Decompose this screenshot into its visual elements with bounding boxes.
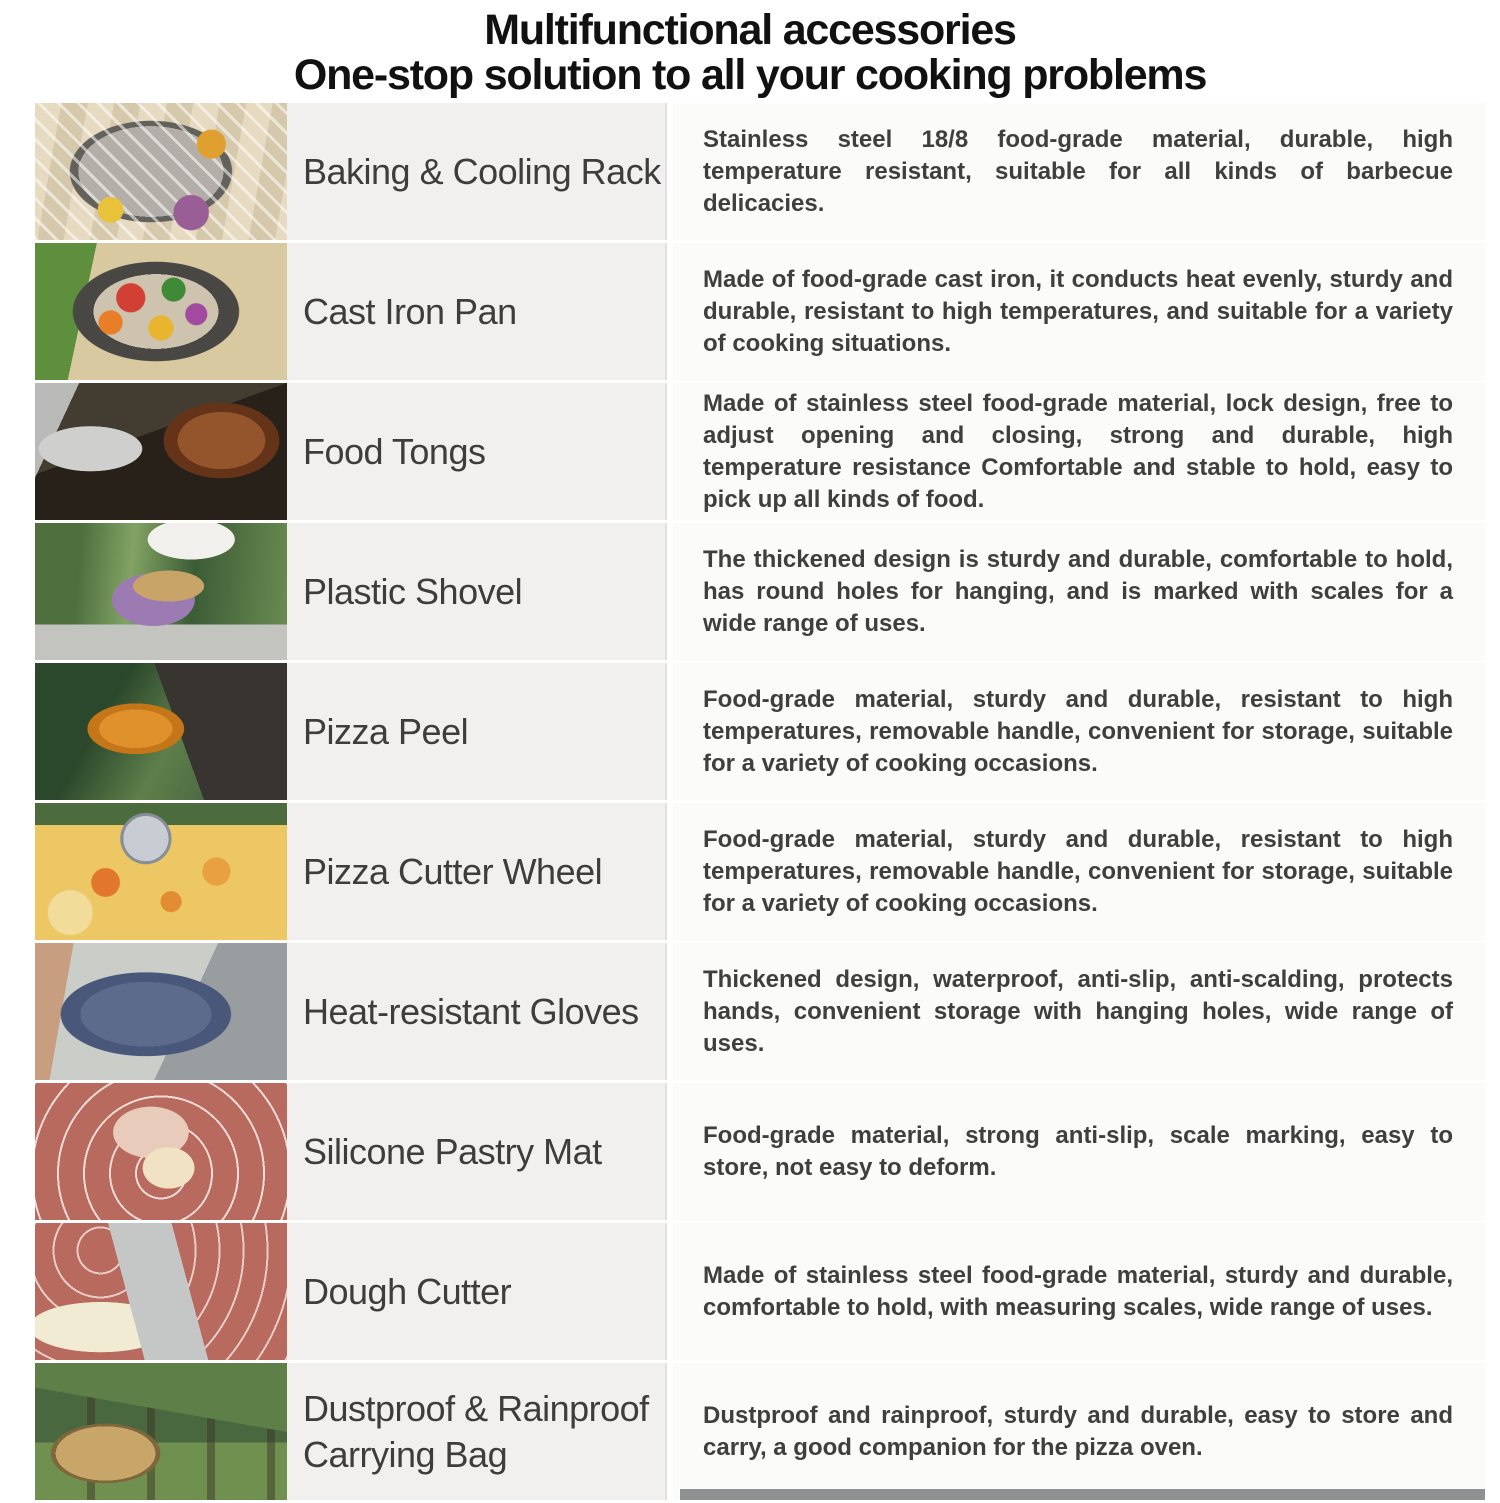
page-title-line-1: Multifunctional accessories	[484, 6, 1016, 54]
product-name: Heat-resistant Gloves	[303, 990, 639, 1032]
table-row	[35, 243, 1485, 380]
product-description-cell	[667, 1223, 1485, 1360]
product-name-cell	[287, 243, 667, 380]
product-photo-baking-rack	[35, 103, 287, 240]
product-name: Baking & Cooling Rack	[303, 150, 661, 192]
product-name: Pizza Cutter Wheel	[303, 850, 603, 892]
product-description-cell	[667, 383, 1485, 520]
table-row	[35, 803, 1485, 940]
product-description-cell	[667, 523, 1485, 660]
page-title-line-2: One-stop solution to all your cooking problems	[293, 51, 1207, 99]
product-description-cell	[667, 943, 1485, 1080]
table-row	[35, 103, 1485, 240]
product-photo-plastic-shovel	[35, 523, 287, 660]
table-row	[35, 1363, 1485, 1500]
product-name-cell	[287, 943, 667, 1080]
product-description-cell	[667, 243, 1485, 380]
product-name-cell	[287, 663, 667, 800]
product-description: Thickened design, waterproof, anti-slip, anti-scalding, protects hands, convenient storage with hanging holes, wide range of uses.	[703, 965, 1453, 1057]
product-name-cell	[287, 1083, 667, 1220]
product-description-cell	[667, 1363, 1485, 1500]
product-description-cell	[667, 663, 1485, 800]
product-name: Dustproof & Rainproof Carrying Bag	[303, 1387, 649, 1475]
table-row	[35, 943, 1485, 1080]
product-description-cell	[667, 103, 1485, 240]
product-name: Pizza Peel	[303, 710, 469, 752]
table-row	[35, 1083, 1485, 1220]
table-row	[35, 1223, 1485, 1360]
product-photo-silicone-pastry-mat	[35, 1083, 287, 1220]
product-description: Stainless steel 18/8 food-grade material, durable, high temperature resistant, suitable for all kinds of barbecue delicacies.	[703, 125, 1453, 217]
product-photo-pizza-cutter-wheel	[35, 803, 287, 940]
product-description: Dustproof and rainproof, sturdy and durable, easy to store and carry, a good companion for the pizza oven.	[703, 1401, 1453, 1461]
product-description: Made of stainless steel food-grade material, sturdy and durable, comfortable to hold, with measuring scales, wide range of uses.	[703, 1261, 1453, 1321]
product-photo-carrying-bag	[35, 1363, 287, 1500]
product-name-cell	[287, 1363, 667, 1500]
product-description-cell	[667, 1083, 1485, 1220]
next-section-edge	[680, 1489, 1485, 1500]
product-name: Silicone Pastry Mat	[303, 1130, 602, 1172]
product-description: Made of food-grade cast iron, it conducts heat evenly, sturdy and durable, resistant to high temperatures, and suitable for a variety of cooking situations.	[703, 265, 1453, 357]
table-row	[35, 523, 1485, 660]
product-name: Plastic Shovel	[303, 570, 523, 612]
product-photo-dough-cutter	[35, 1223, 287, 1360]
accessories-table	[0, 103, 1500, 1503]
product-photo-heat-resistant-gloves	[35, 943, 287, 1080]
product-description: Made of stainless steel food-grade material, lock design, free to adjust opening and closing, strong and durable, high temperature resistance Comfortable and stable to hold, easy to pick up all kinds of food.	[703, 389, 1453, 513]
product-photo-food-tongs	[35, 383, 287, 520]
product-name: Cast Iron Pan	[303, 290, 517, 332]
product-name: Dough Cutter	[303, 1270, 512, 1312]
product-photo-pizza-peel	[35, 663, 287, 800]
product-name-cell	[287, 1223, 667, 1360]
product-description: Food-grade material, sturdy and durable, resistant to high temperatures, removable handle, convenient for storage, suitable for a variety of cooking occasions.	[703, 825, 1453, 917]
product-name-cell	[287, 383, 667, 520]
product-description: The thickened design is sturdy and durable, comfortable to hold, has round holes for hanging, and is marked with scales for a wide range of uses.	[703, 545, 1453, 637]
product-description: Food-grade material, strong anti-slip, scale marking, easy to store, not easy to deform.	[703, 1121, 1453, 1181]
table-row	[35, 663, 1485, 800]
page-header	[0, 0, 1500, 100]
product-description: Food-grade material, sturdy and durable, resistant to high temperatures, removable handle, convenient for storage, suitable for a variety of cooking occasions.	[703, 685, 1453, 777]
product-description-cell	[667, 803, 1485, 940]
product-name-cell	[287, 523, 667, 660]
product-photo-cast-iron-pan	[35, 243, 287, 380]
table-row	[35, 383, 1485, 520]
product-name-cell	[287, 803, 667, 940]
product-name: Food Tongs	[303, 430, 486, 472]
product-name-cell	[287, 103, 667, 240]
